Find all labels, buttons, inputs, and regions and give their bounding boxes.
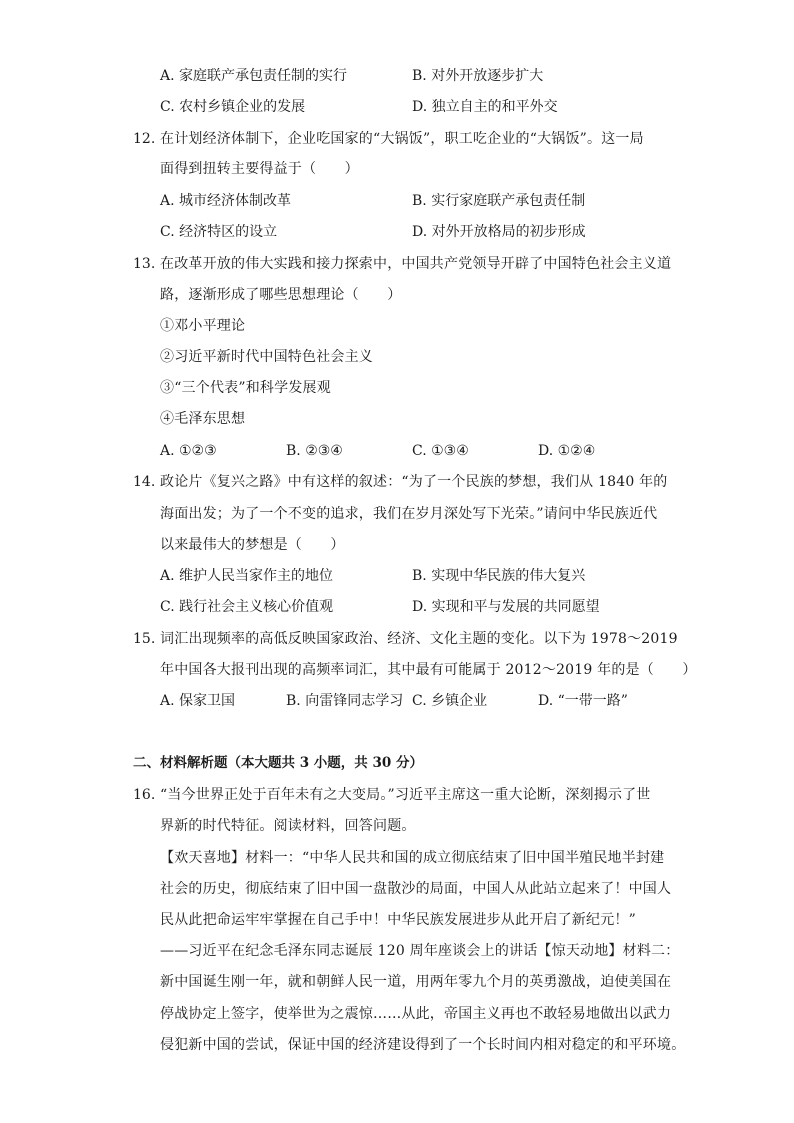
q15-stem-line-1: 词汇出现频率的高低反映国家政治、经济、文化主题的变化。以下为 1978～2019 bbox=[160, 631, 678, 647]
q13-item-4: ④毛泽东思想 bbox=[160, 411, 246, 427]
q12-option-c: C. 经济特区的设立 bbox=[160, 224, 278, 240]
q12-option-d: D. 对外开放格局的初步形成 bbox=[412, 224, 586, 240]
q14-option-a: A. 维护人民当家作主的地位 bbox=[160, 568, 334, 584]
q13-option-a: A. ①②③ bbox=[160, 443, 217, 459]
q13-option-d: D. ①②④ bbox=[538, 443, 596, 459]
q15-number: 15. bbox=[133, 631, 156, 647]
q15-stem-line-2: 年中国各大报刊出现的高频率词汇，其中最有可能属于 2012～2019 年的是（ ） bbox=[160, 662, 697, 678]
q16-stem-line-1: “当今世界正处于百年未有之大变局。”习近平主席这一重大论断，深刻揭示了世 bbox=[160, 787, 651, 803]
q11-option-b: B. 对外开放逐步扩大 bbox=[412, 68, 544, 84]
q13-stem-line-2: 路，逐渐形成了哪些思想理论（ ） bbox=[160, 287, 402, 303]
q16-material-line-3: 民从此把命运牢牢掌握在自己手中！中华民族发展进步从此开启了新纪元！” bbox=[160, 912, 636, 928]
q16-number: 16. bbox=[133, 787, 156, 803]
section-heading: 二、材料解析题（本大题共 3 小题，共 30 分） bbox=[133, 755, 423, 771]
q16-material-line-6: 停战协定上签字，使举世为之震惊……从此，帝国主义再也不敢轻易地做出以武力 bbox=[160, 1006, 672, 1022]
q14-stem-line-1: 政论片《复兴之路》中有这样的叙述：“为了一个民族的梦想，我们从 1840 年的 bbox=[160, 474, 668, 490]
q13-item-1: ①邓小平理论 bbox=[160, 318, 246, 334]
q13-item-3: ③“三个代表”和科学发展观 bbox=[160, 380, 331, 396]
q13-stem-line-1: 在改革开放的伟大实践和接力探索中，中国共产党领导开辟了中国特色社会主义道 bbox=[160, 256, 672, 272]
q11-option-d: D. 独立自主的和平外交 bbox=[412, 99, 558, 115]
q16-material-line-2: 社会的历史，彻底结束了旧中国一盘散沙的局面，中国人从此站立起来了！中国人 bbox=[160, 881, 672, 897]
q16-material-line-1: 【欢天喜地】材料一：“中华人民共和国的成立彻底结束了旧中国半殖民地半封建 bbox=[160, 850, 665, 866]
q14-stem-line-2: 海面出发；为了一个不变的追求，我们在岁月深处写下光荣。”请问中华民族近代 bbox=[160, 506, 658, 522]
q11-option-a: A. 家庭联产承包责任制的实行 bbox=[160, 68, 348, 84]
q16-material-line-5: 新中国诞生刚一年，就和朝鲜人民一道，用两年零九个月的英勇激战，迫使美国在 bbox=[160, 974, 672, 990]
q11-option-c: C. 农村乡镇企业的发展 bbox=[160, 99, 306, 115]
q16-material-line-7: 侵犯新中国的尝试，保证中国的经济建设得到了一个长时间内相对稳定的和平环境。 bbox=[160, 1037, 686, 1053]
q15-option-d: D. “一带一路” bbox=[538, 693, 628, 709]
q13-option-b: B. ②③④ bbox=[286, 443, 343, 459]
q12-option-a: A. 城市经济体制改革 bbox=[160, 193, 292, 209]
q13-number: 13. bbox=[133, 256, 156, 272]
q15-option-b: B. 向雷锋同志学习 bbox=[286, 693, 404, 709]
q14-option-b: B. 实现中华民族的伟大复兴 bbox=[412, 568, 586, 584]
q15-option-a: A. 保家卫国 bbox=[160, 693, 236, 709]
q14-stem-line-3: 以来最伟大的梦想是（ ） bbox=[160, 537, 345, 553]
q12-number: 12. bbox=[133, 131, 156, 147]
q16-stem-line-2: 界新的时代特征。阅读材料，回答问题。 bbox=[160, 818, 416, 834]
q14-number: 14. bbox=[133, 474, 156, 490]
q15-option-c: C. 乡镇企业 bbox=[412, 693, 488, 709]
q12-option-b: B. 实行家庭联产承包责任制 bbox=[412, 193, 586, 209]
q14-option-d: D. 实现和平与发展的共同愿望 bbox=[412, 599, 600, 615]
q13-option-c: C. ①③④ bbox=[412, 443, 469, 459]
q13-item-2: ②习近平新时代中国特色社会主义 bbox=[160, 349, 373, 365]
q16-material-line-4: ——习近平在纪念毛泽东同志诞辰 120 周年座谈会上的讲话【惊天动地】材料二： bbox=[160, 943, 680, 959]
q12-stem-line-1: 在计划经济体制下，企业吃国家的“大锅饭”，职工吃企业的“大锅饭”。这一局 bbox=[160, 131, 644, 147]
q14-option-c: C. 践行社会主义核心价值观 bbox=[160, 599, 334, 615]
q12-stem-line-2: 面得到扭转主要得益于（ ） bbox=[160, 161, 359, 177]
